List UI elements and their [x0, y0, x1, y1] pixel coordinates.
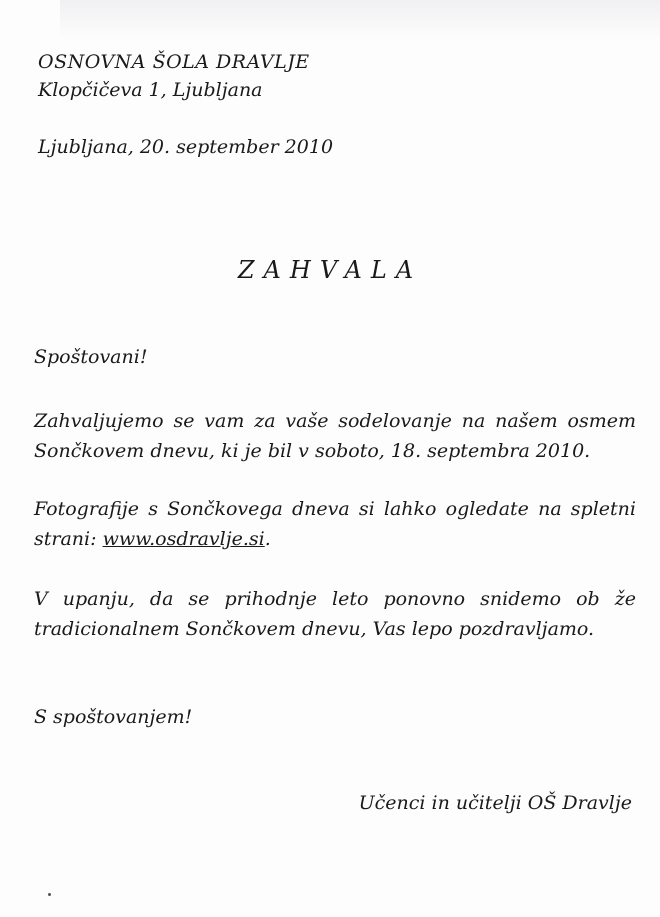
signature: Učenci in učitelji OŠ Dravlje — [358, 792, 632, 814]
paragraph-thanks — [34, 406, 636, 466]
website-link[interactable]: www.osdravlje.si — [102, 528, 265, 550]
paragraph-line: tradicionalnem Sončkovem dnevu, Vas lepo pozdravljamo. — [34, 618, 595, 640]
paragraph-line: V upanju, da se prihodnje leto ponovno snidemo ob že — [34, 588, 636, 610]
paragraph-line: Fotografije s Sončkovega dneva si lahko ogledate na spletni — [34, 498, 636, 520]
paragraph-line: Sončkovem dnevu, ki je bil v soboto, 18. septembra 2010. — [34, 440, 591, 462]
scan-speck — [48, 893, 51, 896]
link-suffix: . — [264, 528, 271, 550]
paragraph-line: Zahvaljujemo se vam za vaše sodelovanje na našem osmem — [34, 410, 636, 432]
salutation: Spoštovani! — [34, 346, 148, 368]
date-line: Ljubljana, 20. september 2010 — [38, 136, 334, 158]
closing: S spoštovanjem! — [34, 706, 193, 728]
scan-shadow — [60, 0, 660, 40]
paragraph-hope — [34, 584, 636, 644]
letter-title: ZAHVALA — [237, 256, 423, 284]
school-address: Klopčičeva 1, Ljubljana — [38, 79, 263, 101]
link-prefix: strani: — [34, 528, 103, 550]
letter-header — [38, 48, 310, 104]
paragraph-line-with-link — [34, 524, 636, 554]
paragraph-photos — [34, 494, 636, 554]
school-name: OSNOVNA ŠOLA DRAVLJE — [38, 51, 310, 73]
